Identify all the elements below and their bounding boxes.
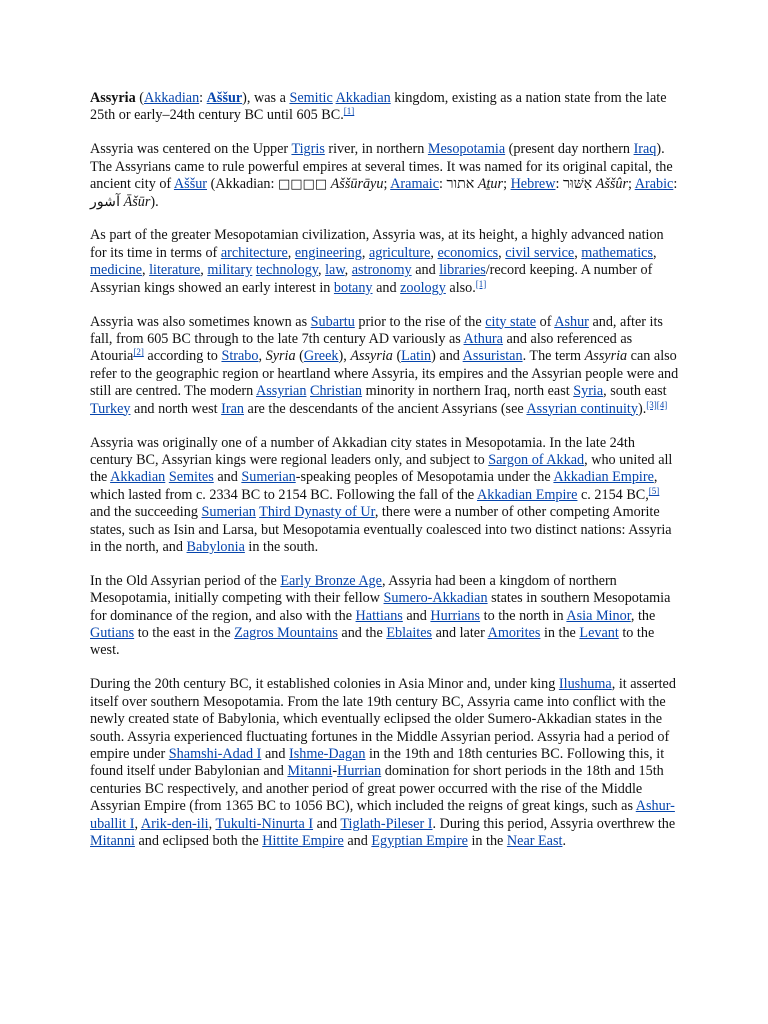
article-link[interactable]: Iran [221, 400, 244, 417]
article-link[interactable]: Semitic [289, 90, 333, 106]
text-run: Assyria was centered on the Upper [90, 141, 292, 158]
text-run: and [261, 746, 289, 762]
article-link[interactable]: Ilushuma [558, 676, 612, 693]
article-link[interactable]: Ishme-Dagan [289, 746, 366, 762]
article-link[interactable]: Hurrians [430, 607, 481, 624]
article-link[interactable]: Semites [168, 469, 214, 486]
text-run: : آشور [90, 176, 678, 210]
article-link[interactable]: Ashur-uballit I [90, 798, 675, 832]
article-link[interactable]: Hebrew [510, 176, 556, 193]
text-run: Assyria [584, 348, 628, 365]
text-run: - [332, 763, 338, 780]
article-link[interactable]: Assuristan [462, 348, 523, 365]
citation-superscript [646, 400, 657, 410]
text-run: and [313, 815, 341, 832]
article-link[interactable]: medicine [90, 262, 142, 279]
citation-superscript [344, 106, 355, 116]
text-run: prior to the rise of the [354, 313, 486, 330]
text-run: ( [392, 348, 402, 365]
text-run: , who united all the [90, 451, 673, 486]
article-link[interactable]: Subartu [310, 313, 355, 330]
article-link[interactable]: architecture [220, 244, 288, 261]
article-link[interactable]: Mesopotamia [427, 141, 506, 158]
article-link[interactable]: Syria [573, 383, 604, 400]
text-run: in the [467, 833, 507, 850]
article-link[interactable]: military [207, 262, 253, 279]
article-link[interactable]: engineering [294, 244, 362, 261]
text-run: kingdom, existing as a nation state from the late 25th or early–24th century BC until 605 BC. [90, 90, 667, 124]
text-run: to the north in [480, 607, 567, 624]
text-run: : [199, 90, 207, 106]
text-run: and also referenced as Atouria [90, 330, 633, 365]
article-link[interactable]: Third Dynasty of Ur [259, 504, 375, 521]
text-run: to the west. [90, 625, 655, 659]
article-link[interactable]: Arik-den-ili [140, 815, 209, 832]
article-link[interactable]: Akkadian [144, 90, 200, 106]
missing-glyph-text: □□□□ [277, 177, 328, 193]
text-run: , south east [603, 383, 667, 400]
text-run: Aššûr [595, 176, 629, 193]
text-run: in the [540, 625, 580, 642]
text-run: , [574, 244, 582, 261]
text-run: in the south. [244, 538, 319, 555]
article-body [90, 90, 680, 867]
article-link[interactable]: Arabic [634, 176, 674, 193]
text-run: , [361, 244, 369, 261]
article-link[interactable]: Mitanni [90, 833, 135, 850]
article-paragraph [90, 90, 680, 125]
text-run: , there were a number of other competing Amorite states, such as Isin and Larsa, but Mesopotamia eventually coalesced into two distinct nations: Assyria in the north, and [90, 504, 672, 555]
article-link[interactable]: Gutians [90, 625, 135, 642]
text-run: minority in northern Iraq, north east [362, 383, 574, 400]
text-run: also. [445, 279, 476, 296]
article-link[interactable]: city state [485, 313, 537, 330]
text-run: , [430, 244, 438, 261]
article-link[interactable]: mathematics [581, 244, 653, 261]
article-link[interactable]: Turkey [90, 400, 131, 417]
text-run: and eclipsed both the [134, 833, 263, 850]
text-run: -speaking peoples of Mesopotamia under the [295, 469, 554, 486]
article-link[interactable]: Akkadian Empire [476, 486, 578, 503]
article-link[interactable]: Athura [463, 330, 503, 347]
text-run: in the 19th and 18th centuries BC. Following this, it found itself under Babylonian and [90, 746, 665, 780]
article-link[interactable]: Tukulti-Ninurta I [215, 815, 314, 832]
text-run: and [402, 607, 431, 624]
article-link[interactable]: Iraq [633, 141, 657, 158]
citation-link[interactable]: [1] [475, 278, 487, 289]
article-paragraph [90, 573, 680, 660]
article-link[interactable]: Assyrian [256, 383, 307, 400]
article-link[interactable]: Sumerian [241, 469, 296, 486]
article-link[interactable]: Sumerian [201, 504, 256, 521]
text-run: , [317, 262, 326, 279]
text-run: Assyria [90, 90, 136, 106]
article-link[interactable]: Mitanni [287, 763, 333, 780]
article-link[interactable]: Levant [579, 625, 619, 642]
text-run: ). [150, 193, 159, 210]
citation-link[interactable]: [5] [648, 485, 660, 496]
text-run: ( [295, 348, 304, 365]
article-link[interactable]: Tigris [291, 141, 325, 158]
article-link[interactable]: law [325, 262, 345, 279]
text-run: domination for short periods in the 18th and 15th centuries BC respectively, and another period of great power occurred with the rise of the Middle Assyrian Empire (from 1365 BC to 1056 BC), which included the reigns of great kings, such as [90, 763, 664, 815]
article-link[interactable]: Amorites [487, 625, 541, 642]
text-run: and the [337, 625, 387, 642]
text-run: ) and [431, 348, 463, 365]
article-link[interactable]: economics [437, 244, 499, 261]
text-run: ; [503, 176, 511, 193]
citation-link[interactable]: [2] [133, 347, 144, 358]
text-run: and [343, 833, 372, 850]
text-run: , [258, 348, 266, 365]
article-link[interactable]: Hattians [355, 607, 403, 624]
article-link[interactable]: Early Bronze Age [280, 572, 382, 589]
article-link[interactable]: Zagros Mountains [234, 625, 338, 642]
article-link[interactable]: literature [149, 262, 201, 279]
article-link[interactable]: Akkadian Empire [553, 469, 654, 486]
text-run: ; [383, 176, 391, 193]
text-run: : אַשּׁוּר [555, 176, 596, 193]
text-run: , [344, 262, 352, 279]
article-link[interactable]: astronomy [351, 262, 412, 279]
article-link[interactable]: Asia Minor [566, 607, 631, 624]
text-run: and [213, 469, 242, 486]
text-run: During the 20th century BC, it established colonies in Asia Minor and, under king [90, 676, 559, 693]
article-link[interactable]: Akkadian [110, 469, 166, 486]
article-link[interactable]: Ashur [554, 313, 589, 330]
text-run: Aššūrāyu [330, 176, 384, 193]
text-run: states in southern Mesopotamia for dominance of the region, and also with the [90, 590, 671, 624]
citation-link[interactable]: [1] [343, 106, 355, 117]
text-run: and the succeeding [90, 504, 202, 521]
article-link[interactable]: Shamshi-Adad I [168, 746, 262, 762]
article-link[interactable]: libraries [439, 262, 486, 279]
article-link[interactable]: Greek [303, 348, 339, 365]
text-run: ), [338, 348, 351, 365]
text-run: In the Old Assyrian period of the [90, 572, 281, 589]
text-run: , the [630, 607, 656, 624]
article-link[interactable]: Aššur [206, 90, 243, 106]
article-link[interactable]: Near East [506, 833, 563, 850]
text-run: , [134, 815, 141, 832]
text-run: , [200, 262, 208, 279]
text-run: (present day northern [505, 141, 634, 158]
text-run: and later [432, 625, 488, 642]
article-link[interactable]: botany [333, 279, 373, 296]
text-run: river, in northern [324, 141, 428, 158]
article-link[interactable]: Hittite Empire [262, 833, 344, 850]
text-run: of [536, 313, 555, 330]
text-run: As part of the greater Mesopotamian civilization, Assyria was, at its height, a highly advanced nation for its time in terms of [90, 227, 664, 261]
article-paragraph [90, 435, 680, 557]
citation-link[interactable]: [3] [646, 399, 657, 410]
text-run: and [372, 279, 401, 296]
text-run: /record keeping. A number of Assyrian kings showed an early interest in [90, 262, 653, 296]
article-link[interactable]: agriculture [368, 244, 431, 261]
article-link[interactable]: technology [255, 262, 318, 279]
citation-superscript [476, 279, 487, 289]
article-link[interactable]: Tiglath-Pileser I [340, 815, 433, 832]
article-paragraph [90, 141, 680, 211]
article-paragraph [90, 676, 680, 850]
citation-superscript [649, 486, 660, 496]
text-run: and [411, 262, 440, 279]
text-run: , [652, 244, 657, 261]
text-run: , [208, 815, 216, 832]
citation-superscript [657, 400, 668, 410]
text-run: ). [637, 400, 647, 417]
text-run: , which lasted from c. 2334 BC to 2154 BC. Following the fall of the [90, 469, 658, 503]
text-run: , [287, 244, 295, 261]
text-run: , [142, 262, 150, 279]
article-link[interactable]: Akkadian [335, 90, 391, 106]
text-run: , [498, 244, 506, 261]
text-run: ). The Assyrians came to rule powerful empires at several times. It was named for its original capital, the ancient city of [90, 141, 673, 193]
article-link[interactable]: civil service [505, 244, 575, 261]
citation-link[interactable]: [4] [656, 399, 668, 410]
text-run: are the descendants of the ancient Assyrians (see [243, 400, 527, 417]
text-run: c. 2154 BC, [577, 486, 649, 503]
article-link[interactable]: Sumero-Akkadian [383, 590, 488, 607]
article-link[interactable]: Babylonia [186, 538, 245, 555]
text-run: ( [135, 90, 144, 106]
article-link[interactable]: Egyptian Empire [371, 833, 468, 850]
article-link[interactable]: Aššur [173, 176, 208, 193]
article-link[interactable]: Eblaites [386, 625, 433, 642]
text-run: and north west [130, 400, 222, 417]
text-run: Assyria was also sometimes known as [90, 313, 311, 330]
text-run: . The term [522, 348, 585, 365]
citation-superscript [133, 347, 144, 357]
article-link[interactable]: zoology [400, 279, 446, 296]
text-run: ; [628, 176, 635, 193]
text-run: . During this period, Assyria overthrew the [432, 815, 676, 832]
text-run: , Assyria had been a kingdom of northern Mesopotamia, initially competing with their fellow [90, 572, 617, 607]
text-run: (Akkadian: [207, 176, 278, 193]
text-run: Āšūr [123, 193, 151, 210]
text-run: . [562, 833, 566, 850]
article-link[interactable]: Hurrian [337, 763, 382, 780]
article-paragraph [90, 227, 680, 297]
text-run: and, after its fall, from 605 BC through to the late 7th century AD variously as [90, 313, 663, 347]
article-link[interactable]: Christian [310, 383, 363, 400]
article-link[interactable]: Latin [401, 348, 432, 365]
text-run: Assyria [350, 348, 393, 365]
text-run: : אתור [439, 176, 478, 193]
text-run: Assyria was originally one of a number of Akkadian city states in Mesopotamia. In the late 24th century BC, Assyrian kings were regional leaders only, and subject to [90, 434, 635, 468]
article-link[interactable]: Aramaic [390, 176, 440, 193]
article-link[interactable]: Assyrian continuity [526, 400, 638, 417]
article-link[interactable]: Sargon of Akkad [488, 451, 585, 468]
text-run: ), was a [242, 90, 290, 106]
text-run: Aṯur [477, 176, 504, 193]
text-run: , it asserted itself over southern Mesopotamia. From the late 19th century BC, Assyria came into conflict with the newly created state of Babylonia, which eventually eclipsed the older Sumero-Akkadian states in the south. Assyria experienced fluctuating fortunes in the Middle Assyrian period. Assyria had a period of empire under [90, 676, 676, 762]
article-paragraph [90, 314, 680, 418]
article-link[interactable]: Strabo [221, 348, 259, 365]
text-run: Syria [265, 348, 296, 365]
text-run: can also refer to the geographic region or heartland where Assyria, its empires and the Assyrian people were and still are centred. The modern [90, 348, 679, 400]
text-run: to the east in the [134, 625, 235, 642]
text-run: according to [143, 348, 222, 365]
